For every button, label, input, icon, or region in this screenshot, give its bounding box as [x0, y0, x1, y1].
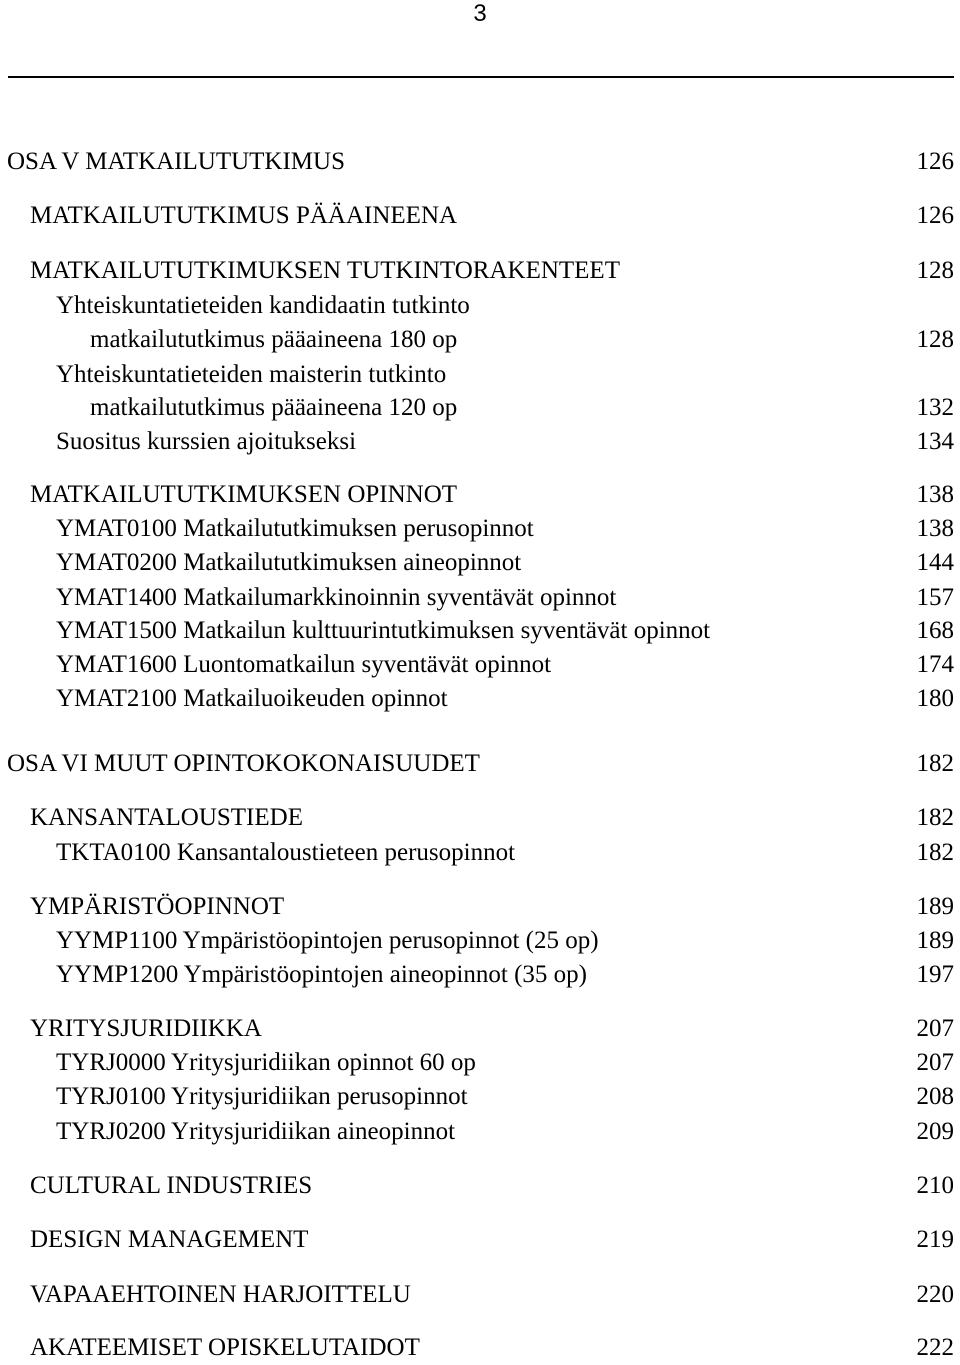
toc-entry-page: 207: [916, 1015, 954, 1042]
toc-entry-title: OSA VI MUUT OPINTOKOKONAISUUDET: [7, 750, 480, 777]
toc-entry-title: Suositus kurssien ajoitukseksi: [56, 428, 357, 455]
toc-entry: [0, 391, 960, 425]
header-rule: [8, 76, 954, 78]
toc-entry: [0, 958, 960, 992]
toc-entry-title: YMAT1500 Matkailun kulttuurintutkimuksen syventävät opinnot: [56, 617, 711, 644]
toc-entry-title: YMPÄRISTÖOPINNOT: [30, 893, 285, 920]
toc-entry-title: YMAT1400 Matkailumarkkinoinnin syventävät opinnot: [56, 584, 617, 611]
toc-entry-page: 174: [916, 651, 954, 678]
toc-entry-page: 134: [916, 428, 954, 455]
toc-entry: [0, 836, 960, 870]
toc-entry: [0, 1169, 960, 1203]
toc-entry-page: 182: [916, 839, 954, 866]
toc-entry-page: 138: [916, 481, 954, 508]
toc-entry-title: YYMP1100 Ympäristöopintojen perusopinnot (25 op): [56, 927, 599, 954]
toc-entry-page: 219: [916, 1226, 954, 1253]
toc-entry: [0, 1080, 960, 1114]
toc-entry-title: DESIGN MANAGEMENT: [30, 1226, 309, 1253]
toc-entry-page: 126: [916, 202, 954, 229]
toc-entry-page: 128: [916, 257, 954, 284]
toc-entry-page: 210: [916, 1172, 954, 1199]
toc-entry-page: 189: [916, 893, 954, 920]
page-number: 3: [473, 0, 487, 27]
toc-entry: [0, 323, 960, 357]
toc-entry-page: 168: [916, 617, 954, 644]
toc-entry-title: KANSANTALOUSTIEDE: [30, 804, 303, 831]
toc-entry-page: 220: [916, 1281, 954, 1308]
toc-entry: [0, 425, 960, 459]
toc-entry: [0, 890, 960, 924]
toc-entry-title: CULTURAL INDUSTRIES: [30, 1172, 313, 1199]
toc-entry-title: matkailututkimus pääaineena 120 op: [90, 394, 458, 421]
toc-entry: [0, 1331, 960, 1365]
toc-entry-page: 182: [916, 750, 954, 777]
toc-entry-title: YYMP1200 Ympäristöopintojen aineopinnot (35 op): [56, 961, 587, 988]
toc-entry: [0, 682, 960, 716]
toc-entry-page: 208: [916, 1083, 954, 1110]
toc-entry-page: 189: [916, 927, 954, 954]
toc-entry-title: YMAT0100 Matkailututkimuksen perusopinnot: [56, 515, 534, 542]
toc-entry-title: AKATEEMISET OPISKELUTAIDOT: [30, 1334, 420, 1361]
toc-entry: [0, 512, 960, 546]
toc-entry-title: YMAT1600 Luontomatkailun syventävät opinnot: [56, 651, 552, 678]
toc-entry: [0, 801, 960, 835]
toc-entry-page: 182: [916, 804, 954, 831]
toc-entry: [0, 1223, 960, 1257]
toc-entry-title: TYRJ0000 Yritysjuridiikan opinnot 60 op: [56, 1049, 476, 1076]
toc-entry-page: 209: [916, 1118, 954, 1145]
toc-entry-title: YMAT2100 Matkailuoikeuden opinnot: [56, 685, 448, 712]
toc-entry-title: MATKAILUTUTKIMUKSEN TUTKINTORAKENTEET: [30, 257, 620, 284]
toc-entry-page: 128: [916, 326, 954, 353]
toc-entry: [0, 648, 960, 682]
toc-entry: [0, 546, 960, 580]
toc-entry-page: 138: [916, 515, 954, 542]
toc-entry: [0, 254, 960, 288]
toc-entry: [0, 1278, 960, 1312]
toc-entry: [0, 478, 960, 512]
toc-entry: [0, 199, 960, 233]
toc-entry: [0, 358, 960, 392]
toc-entry: [0, 614, 960, 648]
toc-entry: [0, 145, 960, 179]
toc-entry-page: 207: [916, 1049, 954, 1076]
toc-entry: [0, 747, 960, 781]
toc-entry-page: 144: [916, 549, 954, 576]
toc-entry: [0, 924, 960, 958]
toc-entry: [0, 289, 960, 323]
toc-entry-title: TKTA0100 Kansantaloustieteen perusopinnot: [56, 839, 516, 866]
toc-entry-title: Yhteiskuntatieteiden maisterin tutkinto: [56, 361, 447, 388]
toc-entry-page: 132: [916, 394, 954, 421]
toc-entry-title: MATKAILUTUTKIMUS PÄÄAINEENA: [30, 202, 458, 229]
toc-entry-title: matkailututkimus pääaineena 180 op: [90, 326, 458, 353]
toc-entry-page: 222: [916, 1334, 954, 1361]
toc-entry: [0, 581, 960, 615]
toc-entry-title: VAPAAEHTOINEN HARJOITTELU: [30, 1281, 411, 1308]
toc-entry-title: YRITYSJURIDIIKKA: [30, 1015, 262, 1042]
toc-entry-title: YMAT0200 Matkailututkimuksen aineopinnot: [56, 549, 522, 576]
toc-entry-page: 197: [916, 961, 954, 988]
toc-entry-page: 180: [916, 685, 954, 712]
toc-entry: [0, 1012, 960, 1046]
toc-entry-page: 126: [916, 148, 954, 175]
toc-entry-title: MATKAILUTUTKIMUKSEN OPINNOT: [30, 481, 458, 508]
toc-entry-title: Yhteiskuntatieteiden kandidaatin tutkinto: [56, 292, 470, 319]
toc-entry-page: 157: [916, 584, 954, 611]
toc-entry-title: TYRJ0100 Yritysjuridiikan perusopinnot: [56, 1083, 468, 1110]
toc-entry-title: OSA V MATKAILUTUTKIMUS: [7, 148, 345, 175]
toc-entry-title: TYRJ0200 Yritysjuridiikan aineopinnot: [56, 1118, 456, 1145]
toc-entry: [0, 1115, 960, 1149]
toc-entry: [0, 1046, 960, 1080]
